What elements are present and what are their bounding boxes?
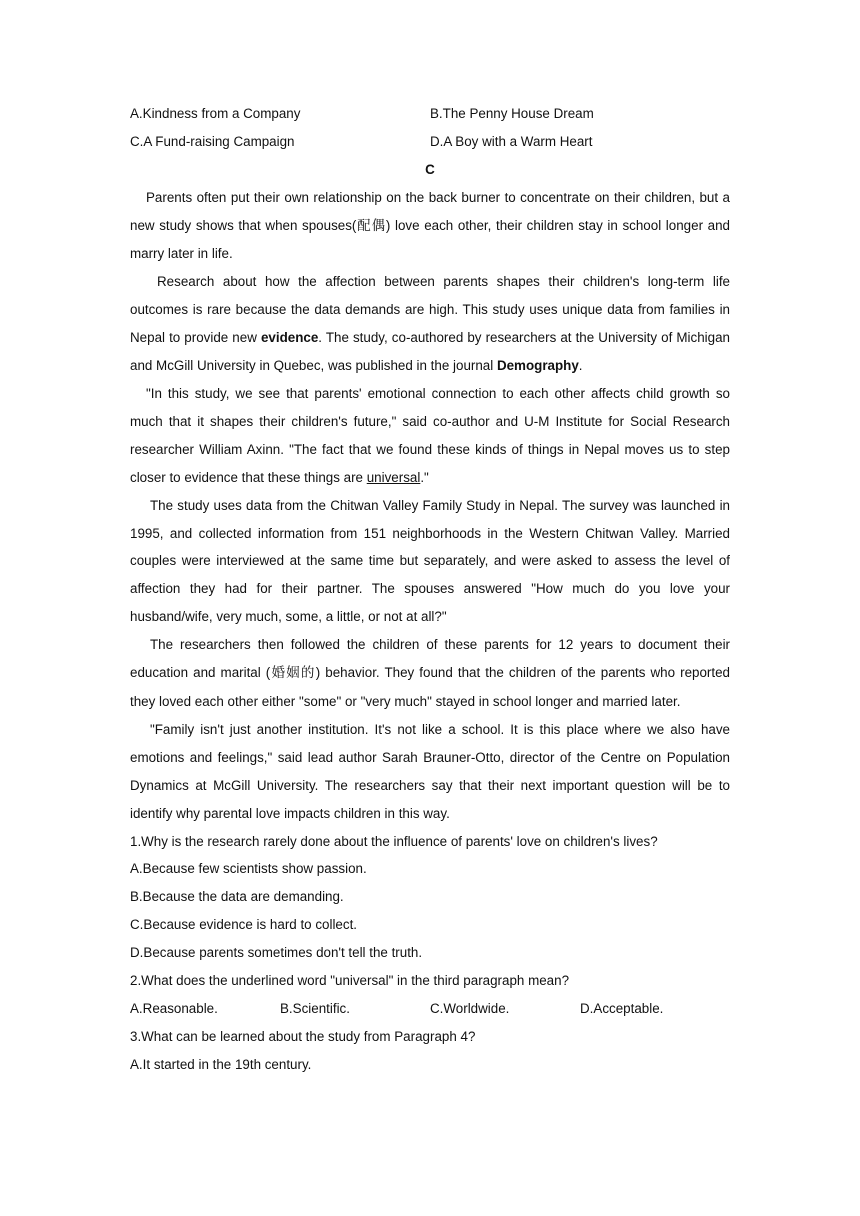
- paragraph-2: Research about how the affection between parents shapes their children's long-term life outcomes is rare because the data demands are high. This study uses unique data from families in Nepal to provide new evidence. The study, co-authored by researchers at the University of Michigan and McGill University in Quebec, was published in the journal Demography.: [130, 274, 730, 374]
- section-heading: C: [425, 161, 435, 177]
- question-2-stem: 2.What does the underlined word "universal" in the third paragraph mean?: [130, 972, 570, 988]
- question-2-options: [130, 995, 730, 1023]
- question-1-option-d: D.Because parents sometimes don't tell the truth.: [130, 945, 423, 961]
- question-2-option-a: A.Reasonable.: [130, 1000, 218, 1016]
- prev-options-row-2: [130, 128, 730, 156]
- paragraph-3: "In this study, we see that parents' emotional connection to each other affects child growth so much that it shapes their children's future," said co-author and U-M Institute for Social Research researcher William Axinn. "The fact that we found these kinds of things in Nepal moves us to step closer to evidence that these things are universal.": [130, 386, 730, 485]
- bold-evidence: evidence: [260, 330, 319, 346]
- document-page: [130, 100, 730, 1079]
- prev-options-row-1: [130, 100, 730, 128]
- bold-demography: Demography: [496, 358, 579, 374]
- question-2-option-b: B.Scientific.: [280, 1000, 350, 1016]
- question-3-option-a: A.It started in the 19th century.: [130, 1056, 312, 1072]
- prev-option-b: B.The Penny House Dream: [430, 106, 594, 121]
- prev-option-d: D.A Boy with a Warm Heart: [430, 133, 593, 149]
- underlined-universal: universal: [366, 469, 421, 485]
- question-1-stem: 1.Why is the research rarely done about the influence of parents' love on children's lives?: [130, 833, 658, 849]
- question-1-option-c: C.Because evidence is hard to collect.: [130, 917, 358, 933]
- paragraph-1: Parents often put their own relationship on the back burner to concentrate on their children, but a new study shows that when spouses(配偶) love each other, their children stay in school longer and marry later in life.: [130, 189, 730, 262]
- prev-option-c: C.A Fund-raising Campaign: [130, 133, 295, 149]
- question-2-option-d: D.Acceptable.: [580, 1000, 664, 1016]
- paragraph-5: The researchers then followed the children of these parents for 12 years to document their education and marital (婚姻的) behavior. They found that the children of the parents who reported they loved each other either "some" or "very much" stayed in school longer and married later.: [130, 637, 730, 709]
- paragraph-4: The study uses data from the Chitwan Valley Family Study in Nepal. The survey was launched in 1995, and collected information from 151 neighborhoods in the Western Chitwan Valley. Married couples were interviewed at the same time but separately, and were asked to assess the level of affection they had for their partner. The spouses answered "How much do you love your husband/wife, very much, some, a little, or not at all?": [130, 497, 730, 625]
- prev-option-a: A.Kindness from a Company: [130, 106, 301, 121]
- paragraph-6: "Family isn't just another institution. It's not like a school. It is this place where we also have emotions and feelings," said lead author Sarah Brauner-Otto, director of the Centre on Population Dynamics at McGill University. The researchers say that their next important question will be to identify why parental love impacts children in this way.: [130, 721, 730, 821]
- question-1-option-a: A.Because few scientists show passion.: [130, 861, 367, 877]
- question-2-option-c: C.Worldwide.: [430, 1000, 510, 1016]
- question-1-option-b: B.Because the data are demanding.: [130, 889, 344, 905]
- chinese-gloss-marital: 婚姻的: [270, 666, 316, 682]
- chinese-gloss-spouses: 配偶: [356, 218, 386, 234]
- question-3-stem: 3.What can be learned about the study from Paragraph 4?: [130, 1028, 476, 1044]
